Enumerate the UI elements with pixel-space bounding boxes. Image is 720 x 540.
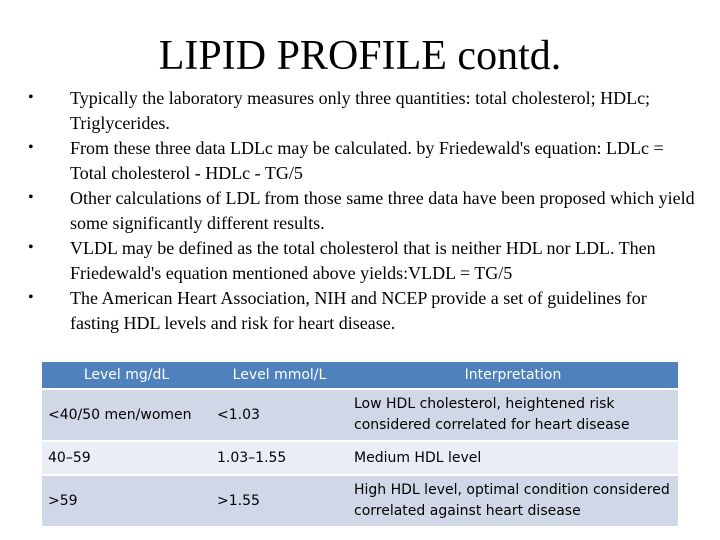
slide-title: LIPID PROFILE contd.	[158, 33, 562, 79]
bullet-text: Typically the laboratory measures only three quantities: total cholesterol; HDLc; Triglycerides.	[70, 88, 651, 133]
bullet-text: From these three data LDLc may be calculated. by Friedewald's equation: LDLc = Total cholesterol - HDLc - TG/5	[70, 138, 664, 183]
table-row	[42, 389, 678, 441]
hdl-levels-table	[42, 362, 678, 526]
bullet-item	[28, 136, 700, 185]
cell-mgdl: >59	[42, 475, 211, 526]
header-level-mgdl: Level mg/dL	[42, 362, 211, 389]
cell-interpretation: High HDL level, optimal condition considered correlated against heart disease	[348, 475, 678, 526]
bullet-marker: •	[28, 289, 34, 306]
table-row	[42, 475, 678, 526]
bullet-item	[28, 86, 700, 135]
cell-interpretation: Low HDL cholesterol, heightened risk considered correlated for heart disease	[348, 389, 678, 441]
bullet-item	[28, 186, 700, 235]
bullet-item	[28, 286, 700, 335]
bullet-item	[28, 236, 700, 285]
table-header-row	[42, 362, 678, 389]
cell-mgdl: 40–59	[42, 441, 211, 475]
cell-interpretation: Medium HDL level	[348, 441, 678, 475]
bullet-list	[28, 86, 700, 336]
header-interpretation: Interpretation	[348, 362, 678, 389]
bullet-text: The American Heart Association, NIH and NCEP provide a set of guidelines for fasting HDL levels and risk for heart disease.	[70, 288, 647, 333]
bullet-text: Other calculations of LDL from those same three data have been proposed which yield some significantly different results.	[70, 188, 695, 233]
cell-mmol: >1.55	[211, 475, 348, 526]
header-level-mmol: Level mmol/L	[211, 362, 348, 389]
table-row	[42, 441, 678, 475]
bullet-text: VLDL may be defined as the total cholesterol that is neither HDL nor LDL. Then Friedewald's equation mentioned above yields:VLDL = TG/5	[70, 238, 656, 283]
cell-mmol: <1.03	[211, 389, 348, 441]
cell-mmol: 1.03–1.55	[211, 441, 348, 475]
bullet-marker: •	[28, 89, 34, 106]
cell-mgdl: <40/50 men/women	[42, 389, 211, 441]
bullet-marker: •	[28, 239, 34, 256]
bullet-marker: •	[28, 189, 34, 206]
bullet-marker: •	[28, 139, 34, 156]
